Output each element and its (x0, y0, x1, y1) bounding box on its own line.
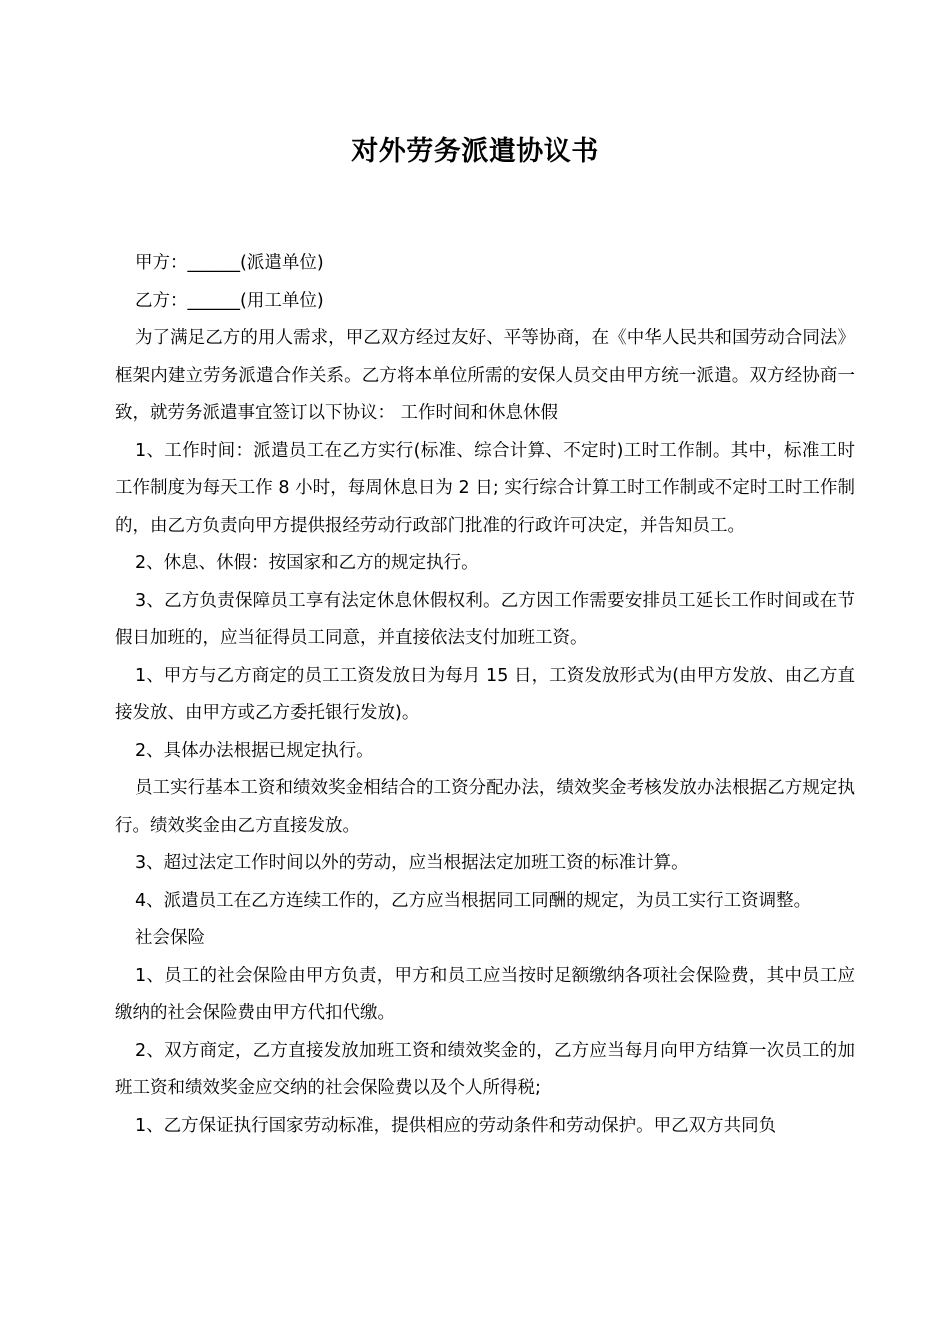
clause-social-insurance-settlement: 2、双方商定，乙方直接发放加班工资和绩效奖金的，乙方应当每月向甲方结算一次员工的加班工资和绩效奖金应交纳的社会保险费以及个人所得税; (115, 1040, 855, 1098)
clause-performance-bonus: 员工实行基本工资和绩效奖金相结合的工资分配办法，绩效奖金考核发放办法根据乙方规定执行。绩效奖金由乙方直接发放。 (115, 778, 855, 836)
document-body (115, 245, 855, 1145)
clause-wage-adjustment: 4、派遣员工在乙方连续工作的，乙方应当根据同工同酬的规定，为员工实行工资调整。 (135, 890, 812, 911)
party-b-line: 乙方：______(用工单位) (135, 290, 324, 311)
clause-rest-leave: 2、休息、休假：按国家和乙方的规定执行。 (135, 553, 479, 573)
clause-pay-day: 1、甲方与乙方商定的员工工资发放日为每月 15 日，工资发放形式为(由甲方发放、由乙方直接发放、由甲方或乙方委托银行发放)。 (115, 665, 855, 723)
section-heading-social-insurance: 社会保险 (135, 928, 205, 948)
clause-pay-method: 2、具体办法根据已规定执行。 (135, 740, 374, 761)
clause-work-hours: 1、工作时间：派遣员工在乙方实行(标准、综合计算、不定时)工时工作制。其中，标准工时工作制度为每天工作 8 小时，每周休息日为 2 日; 实行综合计算工时工作制或不定时工时工作制的，由乙方负责向甲方提供报经劳动行政部门批准的行政许可决定，并告知员工。 (115, 440, 855, 536)
clause-rest-rights: 3、乙方负责保障员工享有法定休息休假权利。乙方因工作需要安排员工延长工作时间或在节假日加班的，应当征得员工同意，并直接依法支付加班工资。 (115, 590, 855, 648)
clause-overtime-pay: 3、超过法定工作时间以外的劳动，应当根据法定加班工资的标准计算。 (135, 853, 689, 873)
party-a-line: 甲方：______(派遣单位) (135, 253, 324, 273)
clause-labor-standards: 1、乙方保证执行国家劳动标准，提供相应的劳动条件和劳动保护。甲乙双方共同负 (135, 1115, 777, 1136)
preamble-paragraph: 为了满足乙方的用人需求，甲乙双方经过友好、平等协商，在《中华人民共和国劳动合同法》框架内建立劳务派遣合作关系。乙方将本单位所需的安保人员交由甲方统一派遣。双方经协商一致，就劳务派遣事宜签订以下协议： 工作时间和休息休假 (115, 328, 855, 423)
document-title: 对外劳务派遣协议书 (351, 136, 599, 167)
clause-social-insurance-duty: 1、员工的社会保险由甲方负责，甲方和员工应当按时足额缴纳各项社会保险费，其中员工应缴纳的社会保险费由甲方代扣代缴。 (115, 965, 855, 1023)
